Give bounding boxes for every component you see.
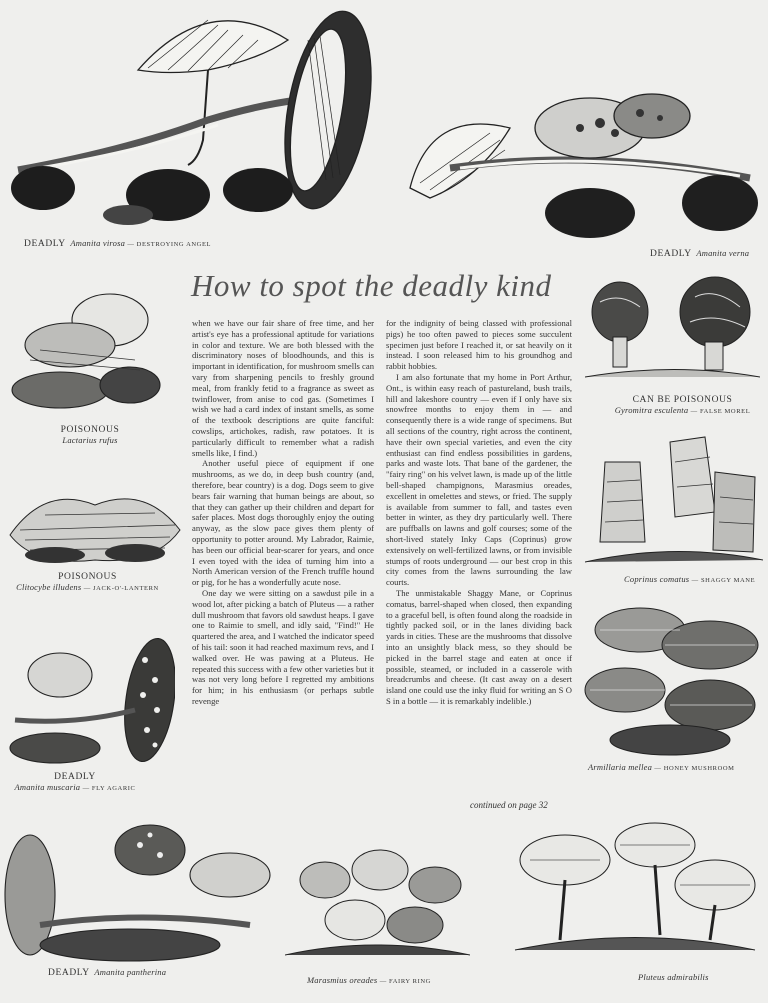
caption-pluteus xyxy=(638,972,709,982)
destroying-angel-illustration xyxy=(8,0,378,235)
continued-note: continued on page 32 xyxy=(470,800,548,810)
caption-species: Armillaria mellea xyxy=(588,762,653,772)
fly-agaric-illustration xyxy=(5,630,175,770)
caption-species: Amanita muscaria xyxy=(14,782,81,792)
caption-label: POISONOUS xyxy=(60,425,120,435)
caption-label: POISONOUS xyxy=(58,572,117,582)
caption-pantherina xyxy=(48,967,166,978)
pluteus-illustration xyxy=(505,815,763,965)
amanita-verna-illustration xyxy=(390,88,765,248)
caption-common-name: — FAIRY RING xyxy=(379,978,431,985)
caption-fly-agaric xyxy=(0,772,150,794)
caption-common-name: — FLY AGARIC xyxy=(82,785,136,792)
caption-common-name: — JACK-O'-LANTERN xyxy=(83,585,159,592)
false-morel-illustration xyxy=(585,272,760,387)
caption-fairy-ring xyxy=(307,975,431,987)
caption-false-morel xyxy=(600,395,765,417)
caption-species: Marasmius oreades xyxy=(307,975,378,985)
paragraph: when we have our fair share of free time, and her artist's eye has a professional aptitude for variations in color and texture. We are both blessed with the discriminatory noses of bloodhounds, and this is important in identification, for mushroom smells can vary from sharpening pencils to freshly ground meal, from frankly fetid to a fragrance as sweet as twinflower, from anise to cod gas. (Sometimes I wish we had a card index of instant smells, as some of the textbook descriptions are quite fanciful: cowslips, artichokes, radish, raw potatoes. It is particularly difficult to remember what a radish smells like, I find.) xyxy=(192,318,374,458)
caption-species: Amanita virosa xyxy=(70,238,126,248)
caption-amanita-verna xyxy=(650,248,749,259)
article-column-2 xyxy=(386,318,572,796)
caption-common-name: — FALSE MOREL xyxy=(690,408,751,415)
honey-mushroom-illustration xyxy=(580,595,765,760)
caption-destroying-angel xyxy=(24,238,211,250)
shaggy-mane-illustration xyxy=(585,432,763,572)
fairy-ring-illustration xyxy=(285,840,470,965)
article-title: How to spot the deadly kind xyxy=(191,268,552,303)
caption-species: Lactarius rufus xyxy=(62,435,118,445)
caption-species: Coprinus comatus xyxy=(624,574,690,584)
amanita-pantherina-illustration xyxy=(0,815,275,965)
caption-common-name: — SHAGGY MANE xyxy=(691,577,756,584)
paragraph: I am also fortunate that my home in Port Arthur, Ont., is within easy reach of pastureland, bush trails, hill and lakeshore country — even if I only have six snowfree months to enjoy them in — and consequently there is a wide range of specimens. But all sections of the country, right across the continent, have their own special varieties, and even the city enthusiast can find endless possibilities in gardens, parks and waste lots. That bane of the gardener, the "fairy ring" on his velvet lawn, is made up of the little bell-shaped champignons, Marasmius oreades, excellent in omelettes and stews, or fried. The supply is available from summer to fall, and tastes even better in winter, as they dry particularly well. There are puffballs on lawns and golf courses; some of the short-lived stately Inky Caps (Coprinus) grow extensively on well-fertilized lawns, or from invisible stumps of roots underground — our best crop in this city comes from the lawns surrounding the law courts. xyxy=(386,371,572,588)
caption-label: DEADLY xyxy=(24,239,66,249)
caption-species: Gyromitra esculenta xyxy=(614,405,689,415)
caption-label: CAN BE POISONOUS xyxy=(632,395,733,405)
caption-label: DEADLY xyxy=(48,968,90,978)
caption-shaggy-mane xyxy=(624,574,755,586)
caption-lactarius xyxy=(35,425,145,445)
caption-jack-o-lantern xyxy=(0,572,175,594)
paragraph: One day we were sitting on a sawdust pile in a wood lot, after picking a batch of Pluteus — a rather dull mushroom that favors old sawdust heaps. I gave one to Raimie to smell, and idly said, "Find!" He quartered the area, and I watched the indicator speed of his tail: soon it had reached maximum revs, and I walked over. He was pawing at a Pluteus. He repeated this success with a few other varieties but it was not very long before I regretted my ambitions for him; in his enthusiasm (or perhaps subtle revenge xyxy=(192,587,374,706)
caption-species: Clitocybe illudens xyxy=(16,582,82,592)
caption-honey-mushroom xyxy=(588,762,735,774)
caption-common-name: — DESTROYING ANGEL xyxy=(127,241,212,248)
caption-species: Pluteus admirabilis xyxy=(638,972,709,982)
paragraph: The unmistakable Shaggy Mane, or Coprinus comatus, barrel-shaped when closed, then expanding to a graceful bell, is often found along the roadside in tightly packed soil, or in the lanes dividing back yards in cities. These are the mushrooms that dissolve into an unsightly black mess, so they should be picked in the barrel stage and eaten at once if possible, steamed, or included in a casserole with breadcrumbs and cheese. (It cast away on a desert island one could use the inky fluid for writing an S O S in a bottle — it is remarkably indelible.) xyxy=(386,587,572,706)
jack-o-lantern-illustration xyxy=(5,475,183,570)
caption-species: Amanita verna xyxy=(696,248,750,258)
caption-common-name: — HONEY MUSHROOM xyxy=(654,765,735,772)
article-column-1 xyxy=(192,318,374,803)
lactarius-illustration xyxy=(10,290,165,418)
caption-label: DEADLY xyxy=(54,772,96,782)
caption-label: DEADLY xyxy=(650,249,692,259)
paragraph: Another useful piece of equipment if one mushrooms, as we do, in deep bush country (and, therefore, bear country) is a dog. Dogs seem to give bears fair warning that human beings are about, so that they can gather up their children and depart for safer places. Most dogs thoroughly enjoy the outing anyway, as the slow pace gives them plenty of opportunity to potter around. My Labrador, Raimie, has been our official bear-scarer for years, and once I even toyed with the idea of turning him into a North American version of the French truffle hound or pig, for he has a wonderfully acute nose. xyxy=(192,458,374,588)
paragraph: for the indignity of being classed with professional pigs) he too often pawed to pieces some succulent specimen just before I reached it, or sat heavily on it instead. I soon released him to his groundhog and rabbit hobbies. xyxy=(386,318,572,372)
caption-species: Amanita pantherina xyxy=(94,967,167,977)
